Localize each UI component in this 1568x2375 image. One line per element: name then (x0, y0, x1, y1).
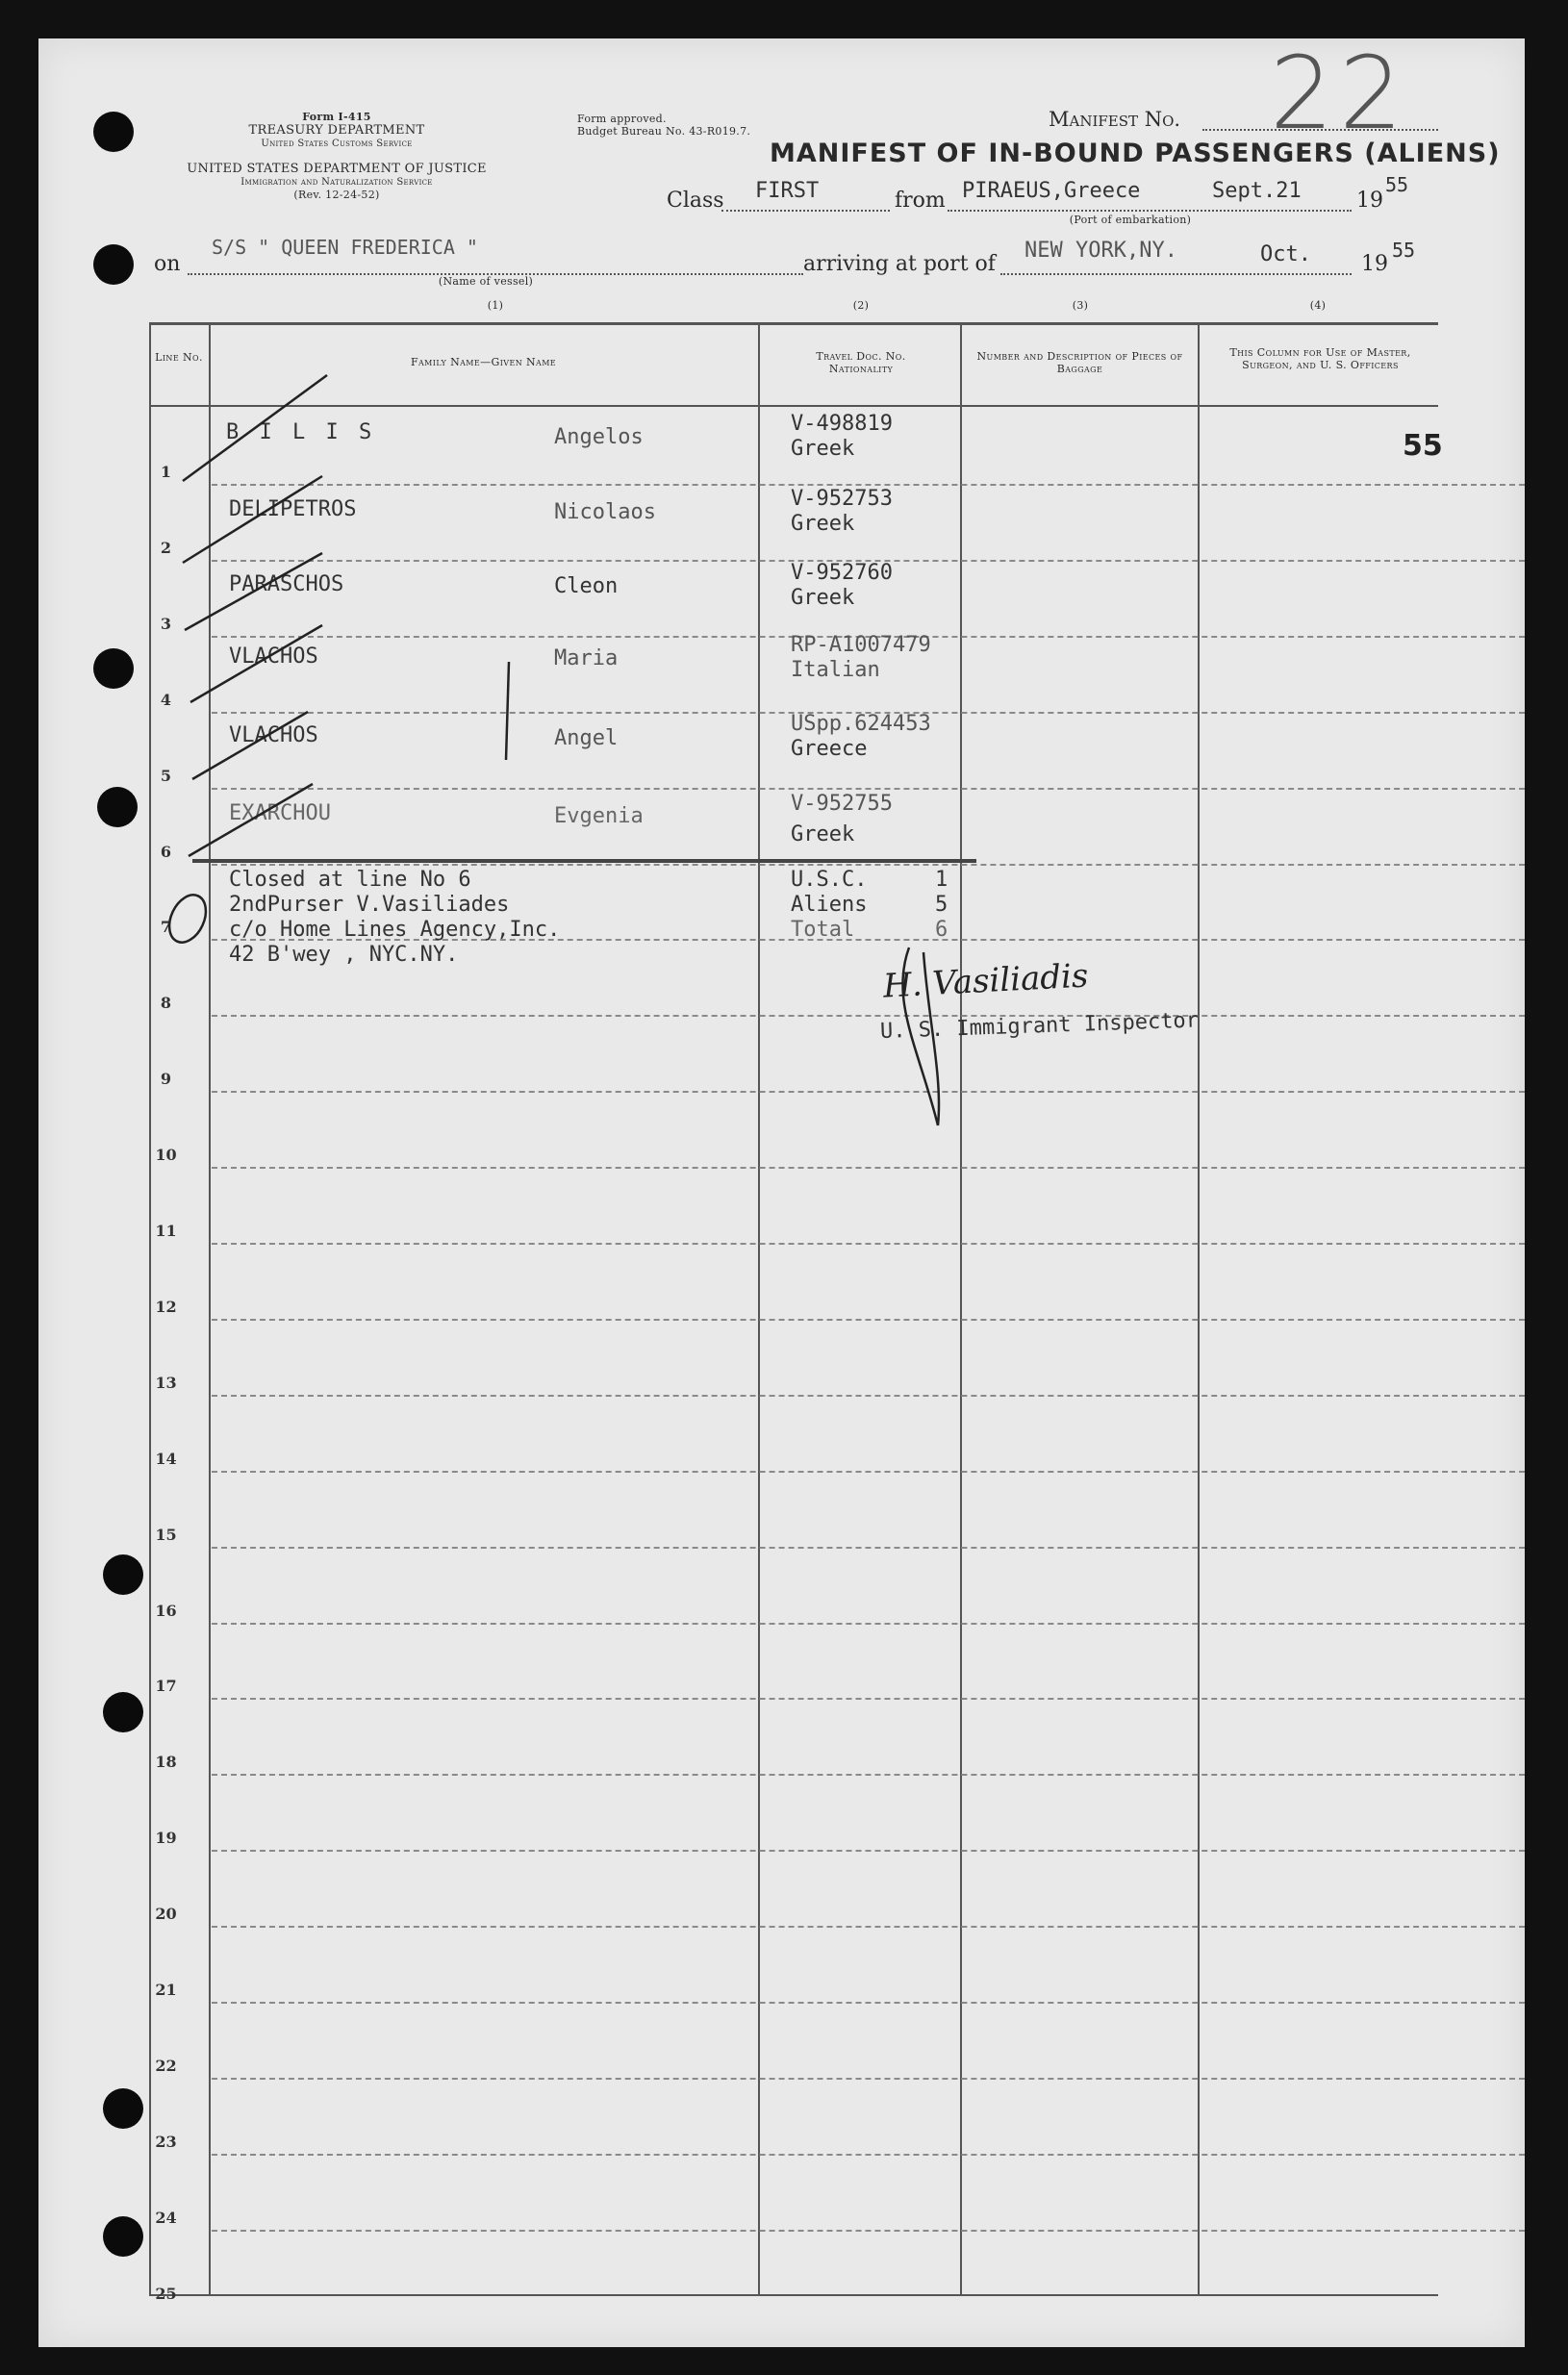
col-header-travel: Travel Doc. No. Nationality (816, 350, 906, 375)
line-number: 8 (160, 994, 172, 1012)
total-label: Total (791, 918, 855, 942)
line-number: 25 (155, 2285, 177, 2303)
form-approved: Form approved. (577, 113, 667, 125)
signature-flourish (902, 947, 939, 1125)
family-name: VLACHOS (229, 644, 318, 669)
usc-label: U.S.C. (791, 868, 868, 892)
line-number: 15 (155, 1526, 177, 1544)
col-num-3: (3) (1072, 299, 1089, 312)
col-header-line: Line No. (155, 351, 203, 364)
class-label: Class (667, 189, 724, 213)
line-number: 4 (160, 691, 172, 709)
travel-doc: USpp.624453 (791, 712, 931, 736)
class-value: FIRST (755, 179, 820, 203)
closing-line-1: Closed at line No 6 (229, 868, 471, 892)
col-header-name: Family Name—Given Name (410, 356, 557, 368)
closing-line-4: 42 B'wey , NYC.NY. (229, 943, 459, 967)
port-embark-caption: (Port of embarkation) (1069, 214, 1192, 226)
col-num-4: (4) (1309, 299, 1327, 312)
travel-doc: V-952760 (791, 561, 893, 585)
line-number: 12 (155, 1298, 177, 1316)
check-mark (189, 784, 313, 856)
arrival-year-suffix: 55 (1392, 239, 1416, 262)
vessel-caption: (Name of vessel) (438, 275, 534, 288)
manifest-title: MANIFEST OF IN-BOUND PASSENGERS (ALIENS) (770, 139, 1501, 168)
inspector-signature: H. Vasiliadis (882, 956, 1090, 1006)
line-number: 7 (160, 918, 172, 936)
on-label: on (154, 252, 181, 276)
nationality: Greek (791, 822, 855, 846)
check-mark (192, 712, 308, 779)
line-number: 1 (160, 463, 172, 481)
line-number: 24 (155, 2209, 177, 2227)
travel-doc: V-498819 (791, 412, 893, 436)
usc-value: 1 (935, 868, 948, 892)
manifest-no-label: Manifest No. (1049, 108, 1181, 131)
line-number: 14 (155, 1450, 177, 1468)
total-value: 6 (935, 918, 948, 942)
check-mark (185, 553, 322, 630)
manifest-number: 22 (1270, 35, 1409, 152)
arriving-label: arriving at port of (803, 252, 996, 276)
check-mark (183, 476, 322, 563)
from-year-suffix: 55 (1385, 173, 1409, 196)
given-name: Maria (554, 646, 619, 670)
family-name: VLACHOS (229, 723, 318, 747)
aliens-label: Aliens (791, 893, 868, 917)
travel-doc: V-952755 (791, 792, 893, 816)
family-name: PARASCHOS (229, 572, 344, 596)
family-name: DELIPETROS (229, 497, 357, 521)
aliens-value: 5 (935, 893, 948, 917)
justice-dept: UNITED STATES DEPARTMENT OF JUSTICE (187, 162, 487, 176)
customs-service: United States Customs Service (261, 139, 413, 149)
from-date: Sept.21 (1212, 179, 1302, 203)
officer-mark: 55 (1403, 429, 1443, 463)
from-port: PIRAEUS,Greece (962, 179, 1141, 203)
line-number: 11 (155, 1222, 177, 1240)
closing-line-2: 2ndPurser V.Vasiliades (229, 893, 510, 917)
circle-mark (163, 889, 214, 947)
line-number: 6 (160, 843, 172, 861)
line-number: 3 (160, 615, 172, 633)
arrival-year-prefix: 19 (1361, 252, 1388, 276)
vessel-name: S/S " QUEEN FREDERICA " (212, 236, 478, 259)
line-number: 20 (155, 1905, 177, 1923)
nationality: Italian (791, 658, 880, 682)
travel-doc: RP-A1007479 (791, 633, 931, 657)
inspector-title: U. S. Immigrant Inspector (879, 1008, 1200, 1044)
given-name: Evgenia (554, 804, 644, 828)
check-marks (163, 375, 939, 1125)
line-number: 22 (155, 2057, 177, 2075)
form-revision: (Rev. 12-24-52) (293, 189, 380, 201)
line-number: 18 (155, 1753, 177, 1771)
arrival-port: NEW YORK,NY. (1024, 239, 1177, 263)
treasury-dept: TREASURY DEPARTMENT (248, 123, 425, 138)
col-header-officers: This Column for Use of Master, Surgeon, and U. S. Officers (1229, 346, 1411, 371)
given-name: Cleon (554, 574, 619, 598)
nationality: Greek (791, 437, 855, 461)
from-label: from (895, 189, 946, 213)
nationality: Greek (791, 512, 855, 536)
line-number: 2 (160, 539, 172, 557)
col-num-2: (2) (852, 299, 870, 312)
line-number: 10 (155, 1146, 177, 1164)
line-number: 17 (155, 1677, 177, 1695)
check-mark (190, 625, 322, 702)
col-header-baggage: Number and Description of Pieces of Baggage (976, 350, 1183, 375)
from-year-prefix: 19 (1356, 189, 1383, 213)
ins-service: Immigration and Naturalization Service (240, 177, 433, 188)
nationality: Greece (791, 737, 868, 761)
line-number: 9 (160, 1070, 172, 1088)
marginal-stroke (506, 662, 509, 760)
line-number: 19 (155, 1829, 177, 1847)
col-num-1: (1) (487, 299, 504, 312)
form-number: Form I-415 (302, 111, 371, 123)
given-name: Nicolaos (554, 500, 656, 524)
line-number: 13 (155, 1374, 177, 1392)
line-number: 21 (155, 1981, 177, 1999)
line-number: 23 (155, 2133, 177, 2151)
travel-doc: V-952753 (791, 487, 893, 511)
budget-bureau: Budget Bureau No. 43-R019.7. (577, 125, 751, 138)
closing-line-3: c/o Home Lines Agency,Inc. (229, 918, 561, 942)
nationality: Greek (791, 586, 855, 610)
given-name: Angelos (554, 425, 644, 449)
line-number: 5 (160, 767, 172, 785)
family-name: B I L I S (226, 420, 376, 444)
arrival-date: Oct. (1260, 242, 1311, 266)
given-name: Angel (554, 726, 619, 750)
line-number: 16 (155, 1602, 177, 1620)
family-name: EXARCHOU (229, 801, 331, 825)
check-mark (183, 375, 327, 481)
